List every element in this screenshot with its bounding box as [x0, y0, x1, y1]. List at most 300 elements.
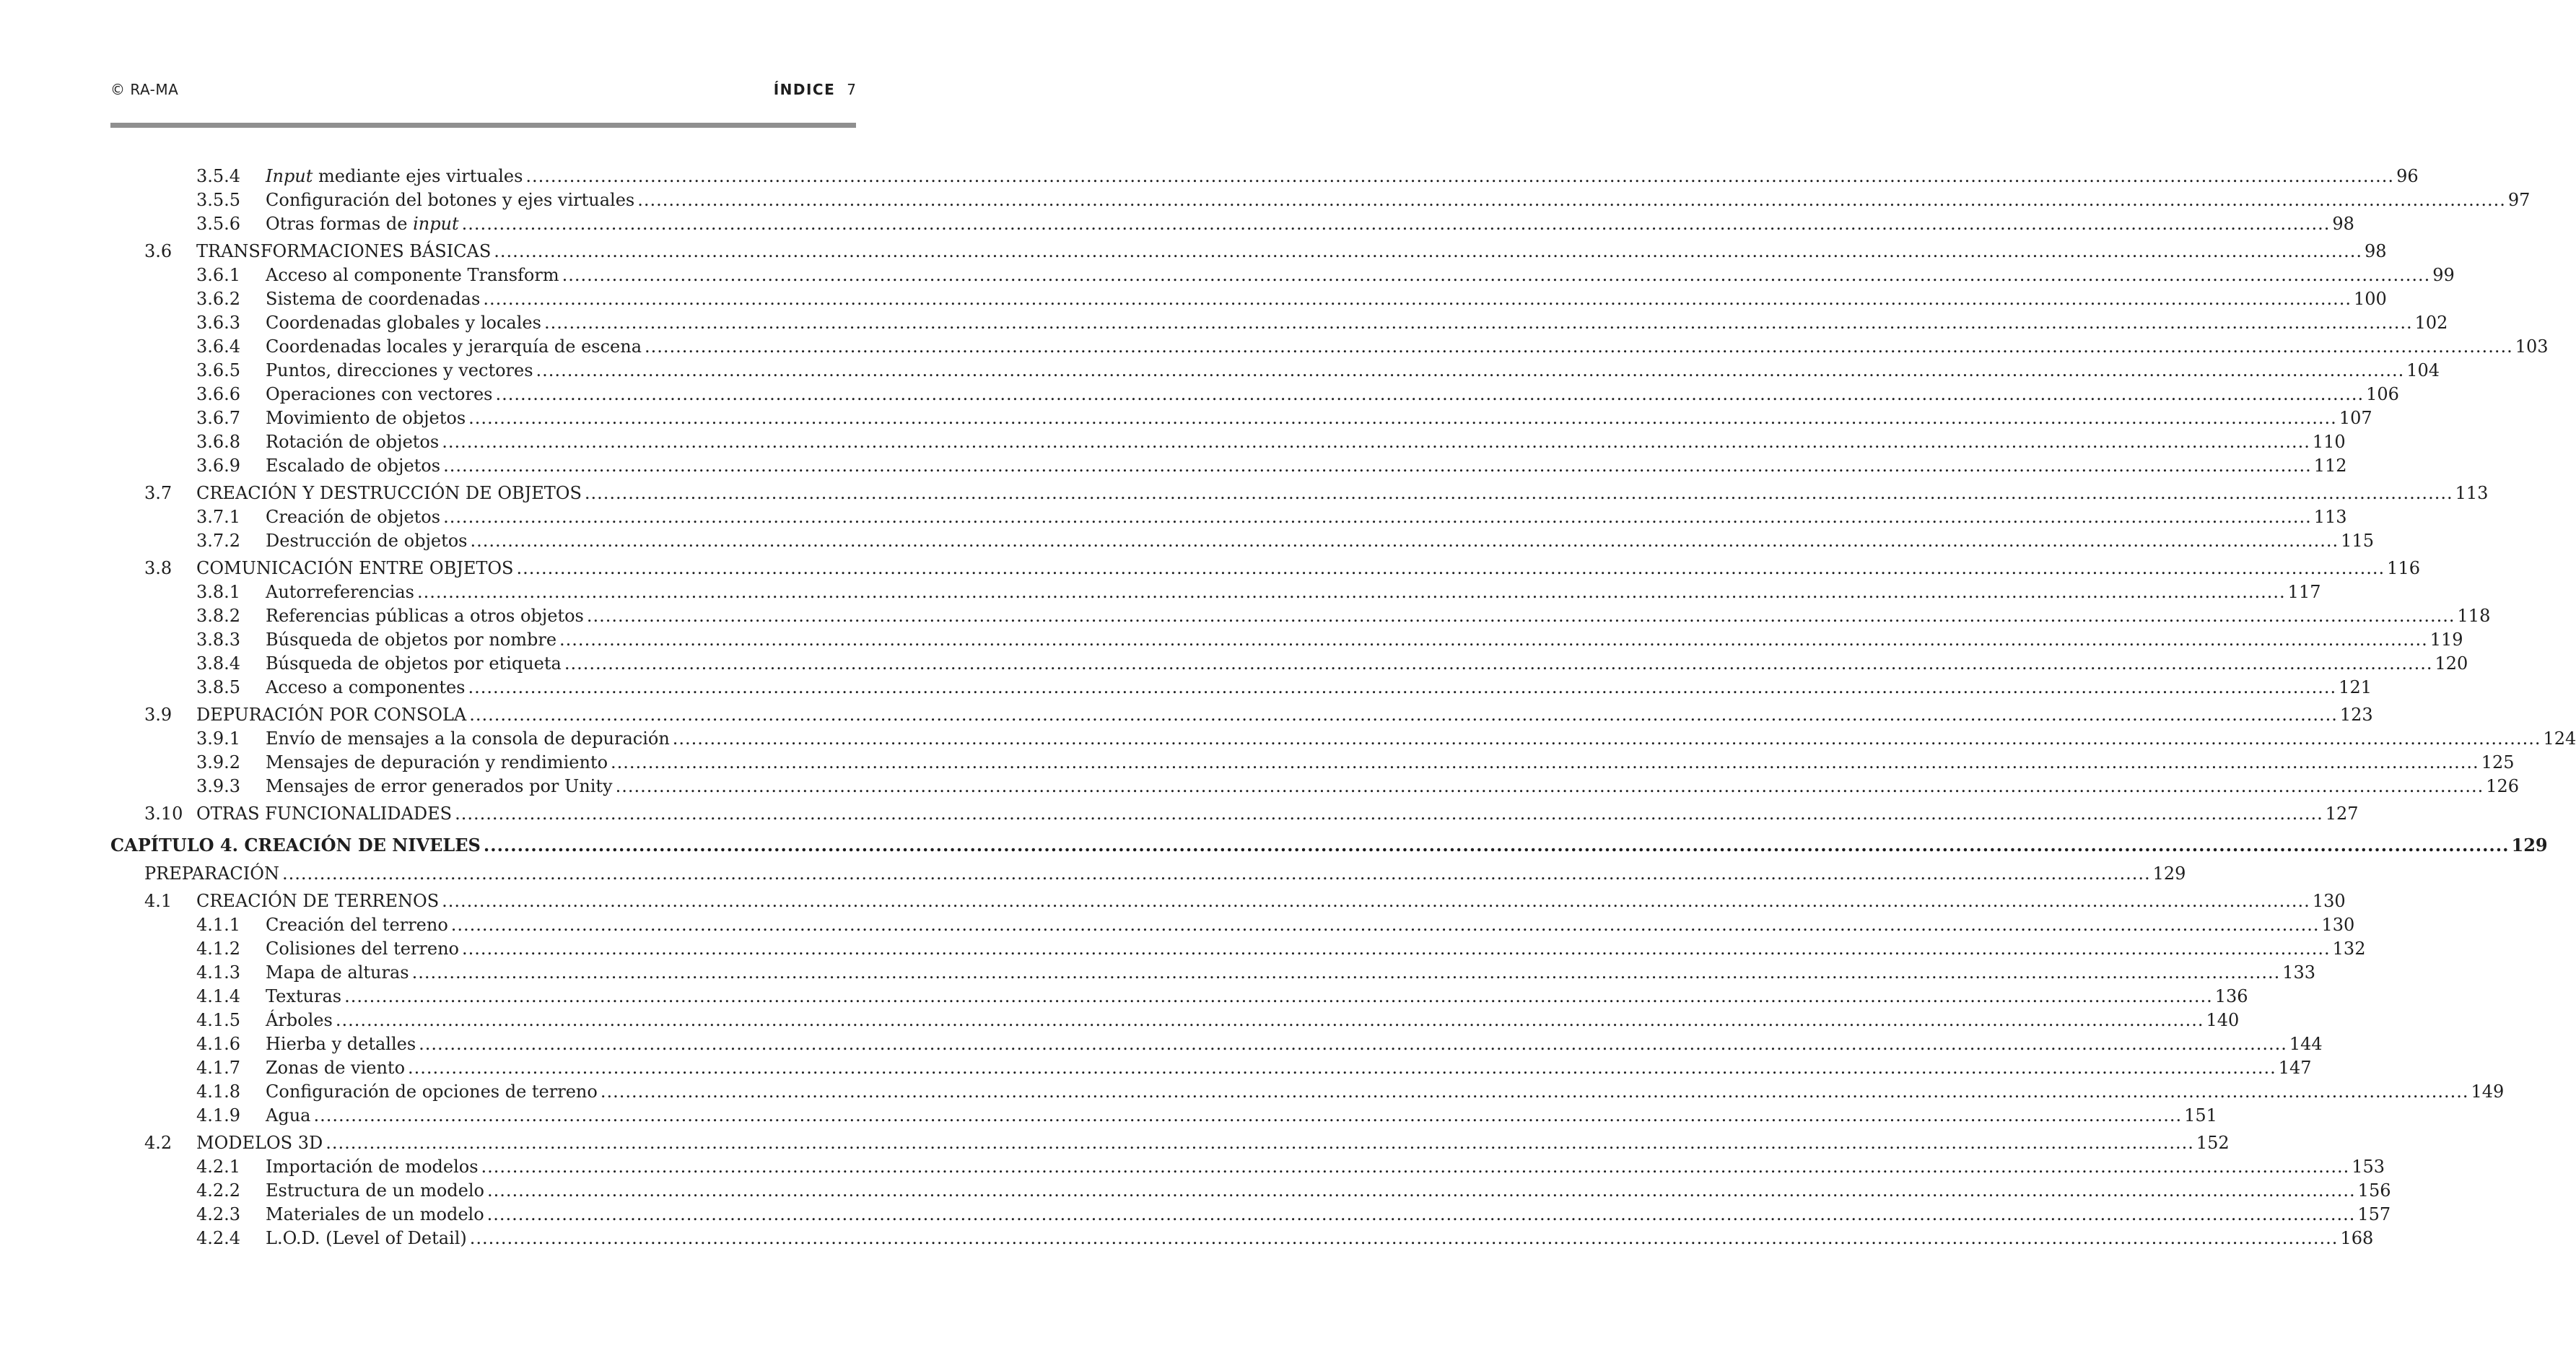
dot-leader: ............................................................................................................................................................................................................................................................................................................ — [455, 804, 2323, 824]
toc-entry-line — [266, 383, 2399, 406]
toc-entry-title — [266, 727, 673, 751]
toc-entry-line — [144, 862, 2186, 886]
dot-leader: ............................................................................................................................................................................................................................................................................................................ — [559, 630, 2428, 650]
toc-entry-line — [266, 1227, 2374, 1250]
toc-entry-page: 115 — [2339, 529, 2374, 553]
dot-leader: ............................................................................................................................................................................................................................................................................................................ — [672, 728, 2541, 749]
toc-entry — [110, 1056, 2312, 1080]
toc-entry-title — [266, 505, 443, 529]
toc-entry-title — [266, 406, 468, 430]
toc-entry — [110, 652, 2468, 676]
toc-entry-page: 125 — [2479, 751, 2515, 775]
toc-entry-line — [196, 557, 2420, 580]
toc-entry-page: 140 — [2204, 1009, 2239, 1032]
toc-entry-line — [266, 1080, 2505, 1104]
toc-entry-title — [266, 454, 443, 478]
toc-entry-line — [266, 1056, 2312, 1080]
toc-entry-title-text: Acceso al componente Transform — [266, 265, 559, 285]
toc-entry-number: 3.7 — [144, 483, 173, 503]
toc-entry-page: 157 — [2355, 1203, 2391, 1227]
dot-leader: ............................................................................................................................................................................................................................................................................................................ — [470, 531, 2339, 551]
toc-entry-line — [196, 1131, 2230, 1155]
toc-entry-line — [266, 913, 2355, 937]
toc-entry — [110, 165, 2419, 188]
toc-entry-number: 4.1.7 — [196, 1058, 241, 1078]
toc-entry-title — [266, 335, 645, 359]
toc-entry-title — [266, 165, 525, 188]
dot-leader: ............................................................................................................................................................................................................................................................................................................ — [611, 752, 2479, 772]
toc-entry — [110, 1104, 2217, 1128]
toc-entry-number: 4.1.6 — [196, 1034, 241, 1054]
page-header — [110, 78, 856, 104]
toc-entry-number: 3.6.5 — [196, 360, 241, 380]
toc-entry-line — [266, 751, 2515, 775]
dot-leader: ............................................................................................................................................................................................................................................................................................................ — [469, 1228, 2339, 1248]
toc-entry-page: 118 — [2455, 604, 2491, 628]
dot-leader: ............................................................................................................................................................................................................................................................................................................ — [486, 1204, 2356, 1224]
dot-leader: ............................................................................................................................................................................................................................................................................................................ — [516, 558, 2385, 578]
toc-entry — [110, 454, 2347, 478]
toc-entry — [110, 335, 2549, 359]
toc-entry-title-text: OTRAS FUNCIONALIDADES — [196, 804, 453, 824]
toc-entry-title-text: Mensajes de error generados por Unity — [266, 776, 613, 796]
toc-entry — [110, 1080, 2505, 1104]
toc-entry-title — [266, 676, 468, 700]
toc-entry-title-text: Árboles — [266, 1010, 333, 1030]
toc-entry-title-text: Sistema de coordenadas — [266, 289, 481, 309]
toc-entry — [110, 482, 2489, 505]
toc-entry-title-text: Búsqueda de objetos por etiqueta — [266, 653, 562, 674]
toc-entry-page: 98 — [2362, 240, 2387, 264]
toc-entry-title-text: PREPARACIÓN — [144, 863, 279, 884]
toc-entry-line — [266, 628, 2463, 652]
toc-entry-number: 3.9.2 — [196, 752, 241, 772]
toc-entry-number: 3.9 — [144, 705, 173, 725]
toc-entry-title-text: Destrucción de objetos — [266, 531, 468, 551]
toc-entry-page: 123 — [2338, 703, 2373, 727]
dot-leader: ............................................................................................................................................................................................................................................................................................................ — [469, 705, 2338, 725]
toc-entry-title-text: Operaciones con vectores — [266, 384, 493, 404]
toc-entry-number: 3.5.5 — [196, 190, 241, 210]
toc-entry-number: 3.5.6 — [196, 214, 241, 234]
toc-entry-page: 130 — [2319, 913, 2354, 937]
toc-entry-line — [266, 580, 2321, 604]
dot-leader: ............................................................................................................................................................................................................................................................................................................ — [483, 289, 2352, 309]
toc-entry-title-text: Envío de mensajes a la consola de depuración — [266, 728, 670, 749]
toc-entry-title-text: Otras formas de — [266, 214, 414, 234]
dot-leader: ............................................................................................................................................................................................................................................................................................................ — [586, 606, 2455, 626]
toc-entry-number: 3.6.7 — [196, 408, 241, 428]
toc-entry-title-text: L.O.D. (Level of Detail) — [266, 1228, 467, 1248]
toc-entry-page: 103 — [2513, 335, 2549, 359]
toc-entry-number: 4.2 — [144, 1133, 173, 1153]
dot-leader: ............................................................................................................................................................................................................................................................................................................ — [443, 507, 2312, 527]
dot-leader: ............................................................................................................................................................................................................................................................................................................ — [494, 241, 2362, 261]
toc-entry-number: 3.6.9 — [196, 456, 241, 476]
toc-entry-title-text: CREACIÓN DE TERRENOS — [196, 891, 440, 911]
toc-entry-number: 4.2.4 — [196, 1228, 241, 1248]
toc-entry-page: 120 — [2433, 652, 2468, 676]
toc-entry-number: 3.7.1 — [196, 507, 241, 527]
toc-entry-number: 3.6.2 — [196, 289, 241, 309]
toc-entry-number: 3.6.4 — [196, 336, 241, 357]
dot-leader: ............................................................................................................................................................................................................................................................................................................ — [344, 986, 2213, 1006]
toc-entry-line — [266, 188, 2531, 212]
toc-entry-line — [266, 1203, 2391, 1227]
toc-entry-page: 117 — [2286, 580, 2321, 604]
toc-entry-page: 147 — [2276, 1056, 2312, 1080]
toc-entry-number: 4.1.3 — [196, 962, 241, 983]
toc-entry — [110, 359, 2440, 383]
dot-leader: ............................................................................................................................................................................................................................................................................................................ — [417, 582, 2286, 602]
toc-entry-line — [266, 937, 2366, 961]
toc-entry-title-text: CREACIÓN Y DESTRUCCIÓN DE OBJETOS — [196, 483, 582, 503]
dot-leader: ............................................................................................................................................................................................................................................................................................................ — [461, 939, 2331, 959]
dot-leader: ............................................................................................................................................................................................................................................................................................................ — [281, 863, 2151, 884]
toc-entry-number: 4.2.2 — [196, 1180, 241, 1201]
toc-entry — [110, 775, 2520, 798]
toc-entry-page: 96 — [2394, 165, 2419, 188]
table-of-contents — [110, 165, 2576, 1250]
toc-entry — [110, 913, 2355, 937]
toc-entry-title — [266, 1155, 481, 1179]
toc-entry-number: 4.1.8 — [196, 1081, 241, 1102]
toc-entry-number: 3.8.3 — [196, 630, 241, 650]
toc-entry — [110, 240, 2387, 264]
toc-entry-number: 4.2.1 — [196, 1157, 241, 1177]
toc-entry-title-text: Búsqueda de objetos por nombre — [266, 630, 557, 650]
toc-entry-title-text: Creación del terreno — [266, 915, 448, 935]
dot-leader: ............................................................................................................................................................................................................................................................................................................ — [442, 891, 2310, 911]
dot-leader: ............................................................................................................................................................................................................................................................................................................ — [615, 776, 2484, 796]
toc-entry — [110, 1032, 2323, 1056]
toc-entry-number: 3.8.2 — [196, 606, 241, 626]
toc-entry — [110, 751, 2515, 775]
toc-entry — [110, 406, 2372, 430]
toc-entry-line — [266, 287, 2387, 311]
toc-entry-title-text: Configuración de opciones de terreno — [266, 1081, 598, 1102]
dot-leader: ............................................................................................................................................................................................................................................................................................................ — [637, 190, 2506, 210]
toc-entry-title — [196, 1131, 326, 1155]
toc-entry-number: 3.6.6 — [196, 384, 241, 404]
toc-entry — [110, 1131, 2230, 1155]
toc-entry-page: 156 — [2356, 1179, 2391, 1203]
toc-entry-line — [266, 212, 2354, 236]
toc-entry-page: 99 — [2430, 264, 2455, 287]
toc-entry-number: 3.8 — [144, 558, 173, 578]
toc-entry-title — [110, 832, 484, 858]
toc-entry-line — [266, 1009, 2240, 1032]
dot-leader: ............................................................................................................................................................................................................................................................................................................ — [326, 1133, 2194, 1153]
toc-entry-page: 112 — [2312, 454, 2347, 478]
dot-leader: ............................................................................................................................................................................................................................................................................................................ — [525, 166, 2395, 186]
toc-entry-page: 130 — [2310, 889, 2346, 913]
toc-entry-title — [266, 1227, 470, 1250]
toc-entry-page: 97 — [2506, 188, 2531, 212]
toc-entry-title — [196, 482, 585, 505]
toc-entry-line — [196, 802, 2359, 826]
toc-entry-title — [266, 961, 412, 985]
toc-entry-title-text: DEPURACIÓN POR CONSOLA — [196, 705, 467, 725]
toc-entry-number: 4.1 — [144, 891, 173, 911]
toc-entry-line — [266, 165, 2419, 188]
toc-entry-line — [196, 703, 2373, 727]
dot-leader: ............................................................................................................................................................................................................................................................................................................ — [442, 432, 2310, 452]
toc-entry-page: 126 — [2484, 775, 2519, 798]
toc-entry-title — [266, 1080, 601, 1104]
toc-entry-title — [266, 287, 483, 311]
toc-entry-title-text: Hierba y detalles — [266, 1034, 416, 1054]
toc-entry-page: 113 — [2453, 482, 2489, 505]
toc-entry-page: 153 — [2349, 1155, 2385, 1179]
toc-entry-title — [266, 359, 536, 383]
toc-entry-page: 106 — [2364, 383, 2399, 406]
toc-entry — [110, 1203, 2391, 1227]
toc-entry — [110, 188, 2531, 212]
toc-entry-title-text: Mensajes de depuración y rendimiento — [266, 752, 608, 772]
header-rule — [110, 123, 856, 128]
toc-entry-title — [266, 604, 587, 628]
toc-entry-title — [266, 652, 564, 676]
toc-entry-title-text: Creación de objetos — [266, 507, 441, 527]
toc-entry-title-text: COMUNICACIÓN ENTRE OBJETOS — [196, 558, 514, 578]
toc-entry-title-text: Rotación de objetos — [266, 432, 440, 452]
toc-entry-title-italic: Input — [266, 166, 313, 186]
toc-entry-title-text: Agua — [266, 1105, 311, 1126]
dot-leader: ............................................................................................................................................................................................................................................................................................................ — [461, 214, 2331, 234]
toc-entry-line — [266, 604, 2491, 628]
dot-leader: ............................................................................................................................................................................................................................................................................................................ — [335, 1010, 2204, 1030]
toc-entry-number: 3.7.2 — [196, 531, 241, 551]
dot-leader: ............................................................................................................................................................................................................................................................................................................ — [600, 1081, 2469, 1102]
toc-entry-number: 3.8.1 — [196, 582, 241, 602]
running-head-title: ÍNDICE — [773, 81, 836, 98]
toc-entry — [110, 529, 2374, 553]
toc-entry-page: 132 — [2331, 937, 2366, 961]
toc-entry — [110, 937, 2366, 961]
toc-entry-line — [196, 482, 2489, 505]
toc-entry-number: 4.1.5 — [196, 1010, 241, 1030]
toc-entry-title-text: Estructura de un modelo — [266, 1180, 484, 1201]
dot-leader: ............................................................................................................................................................................................................................................................................................................ — [468, 408, 2337, 428]
toc-entry-line — [266, 505, 2347, 529]
toc-entry — [110, 802, 2359, 826]
dot-leader: ............................................................................................................................................................................................................................................................................................................ — [584, 483, 2453, 503]
toc-entry-title — [266, 383, 495, 406]
toc-entry — [110, 383, 2399, 406]
toc-entry-page: 113 — [2312, 505, 2347, 529]
toc-entry-page: 116 — [2385, 557, 2420, 580]
toc-entry-title-text: Importación de modelos — [266, 1157, 479, 1177]
toc-entry-title — [196, 240, 494, 264]
toc-entry-title-text: Escalado de objetos — [266, 456, 441, 476]
toc-entry-page: 119 — [2428, 628, 2463, 652]
toc-entry-title — [196, 703, 469, 727]
toc-entry-title — [266, 1104, 313, 1128]
toc-entry-title — [266, 1032, 419, 1056]
toc-entry-number: 3.8.4 — [196, 653, 241, 674]
toc-entry-page: 100 — [2352, 287, 2387, 311]
toc-entry-number: 4.1.9 — [196, 1105, 241, 1126]
toc-entry — [110, 1009, 2240, 1032]
toc-entry-line — [266, 727, 2576, 751]
toc-entry-number: 3.6 — [144, 241, 173, 261]
toc-entry — [110, 889, 2346, 913]
toc-entry-page: 121 — [2336, 676, 2372, 700]
toc-entry — [110, 628, 2463, 652]
toc-entry-title-text: Referencias públicas a otros objetos — [266, 606, 584, 626]
toc-entry-title-text: Colisiones del terreno — [266, 939, 459, 959]
toc-entry-line — [266, 775, 2520, 798]
toc-entry-title-text: MODELOS 3D — [196, 1133, 323, 1153]
toc-entry-title — [266, 212, 462, 236]
toc-entry — [110, 287, 2387, 311]
toc-entry-title — [144, 862, 282, 886]
toc-entry-number: 3.10 — [144, 804, 183, 824]
toc-entry-number: 4.1.2 — [196, 939, 241, 959]
page-number: 7 — [847, 81, 856, 98]
toc-entry-page: 129 — [2510, 832, 2548, 858]
toc-entry-title — [266, 264, 562, 287]
dot-leader: ............................................................................................................................................................................................................................................................................................................ — [536, 360, 2405, 380]
toc-entry — [110, 1179, 2391, 1203]
toc-entry-title — [266, 529, 471, 553]
dot-leader: ............................................................................................................................................................................................................................................................................................................ — [495, 384, 2365, 404]
toc-entry-title-text: Movimiento de objetos — [266, 408, 466, 428]
toc-entry-title — [196, 557, 517, 580]
toc-entry-line — [266, 1032, 2323, 1056]
toc-entry-page: 133 — [2280, 961, 2315, 985]
toc-entry-title-text: Acceso a componentes — [266, 677, 466, 697]
toc-entry-line — [266, 676, 2372, 700]
dot-leader: ............................................................................................................................................................................................................................................................................................................ — [443, 456, 2312, 476]
toc-entry-title-text: Configuración del botones y ejes virtuales — [266, 190, 635, 210]
toc-entry — [110, 604, 2491, 628]
toc-entry-title-text: mediante ejes virtuales — [313, 166, 523, 186]
toc-entry-line — [266, 652, 2468, 676]
toc-entry-page: 98 — [2330, 212, 2354, 236]
toc-entry-page: 152 — [2194, 1131, 2230, 1155]
toc-entry-title-text: Puntos, direcciones y vectores — [266, 360, 533, 380]
toc-entry-page: 129 — [2151, 862, 2186, 886]
toc-entry-line — [266, 1155, 2385, 1179]
toc-entry-page: 144 — [2287, 1032, 2323, 1056]
toc-entry-line — [266, 1104, 2217, 1128]
toc-entry-title-text: TRANSFORMACIONES BÁSICAS — [196, 241, 492, 261]
toc-entry-page: 107 — [2337, 406, 2372, 430]
toc-entry-number: 3.6.3 — [196, 313, 241, 333]
toc-entry-page: 110 — [2310, 430, 2346, 454]
toc-entry — [110, 311, 2448, 335]
dot-leader: ............................................................................................................................................................................................................................................................................................................ — [487, 1180, 2356, 1201]
toc-entry-line — [196, 240, 2387, 264]
dot-leader: ............................................................................................................................................................................................................................................................................................................ — [411, 962, 2281, 983]
toc-entry — [110, 676, 2372, 700]
toc-entry — [110, 862, 2186, 886]
dot-leader: ............................................................................................................................................................................................................................................................................................................ — [450, 915, 2320, 935]
toc-entry — [110, 580, 2321, 604]
toc-entry-page: 104 — [2404, 359, 2440, 383]
toc-entry-title — [266, 1056, 408, 1080]
toc-entry-number: 4.1.4 — [196, 986, 241, 1006]
dot-leader: ............................................................................................................................................................................................................................................................................................................ — [468, 677, 2337, 697]
toc-entry-line — [266, 454, 2347, 478]
dot-leader: ............................................................................................................................................................................................................................................................................................................ — [419, 1034, 2287, 1054]
toc-entry-number: 3.9.1 — [196, 728, 241, 749]
toc-entry-title — [266, 1203, 487, 1227]
toc-entry-page: 102 — [2413, 311, 2448, 335]
toc-entry-number: 3.6.8 — [196, 432, 241, 452]
dot-leader: ............................................................................................................................................................................................................................................................................................................ — [645, 336, 2513, 357]
toc-entry-title-italic: input — [413, 214, 459, 234]
toc-entry — [110, 985, 2248, 1009]
toc-entry-line — [110, 832, 2548, 858]
toc-entry-title-text: Autorreferencias — [266, 582, 414, 602]
toc-entry-title — [266, 311, 544, 335]
toc-entry-title — [266, 188, 637, 212]
toc-entry — [110, 557, 2420, 580]
dot-leader: ............................................................................................................................................................................................................................................................................................................ — [483, 835, 2510, 856]
toc-entry-title — [266, 913, 451, 937]
toc-entry — [110, 961, 2316, 985]
toc-entry-page: 136 — [2213, 985, 2248, 1009]
toc-entry — [110, 505, 2347, 529]
toc-entry-title — [266, 628, 559, 652]
dot-leader: ............................................................................................................................................................................................................................................................................................................ — [313, 1105, 2183, 1126]
toc-entry-page: 124 — [2541, 727, 2576, 751]
toc-entry-line — [266, 311, 2448, 335]
toc-entry-line — [266, 406, 2372, 430]
toc-entry — [110, 1155, 2385, 1179]
toc-entry — [110, 430, 2346, 454]
toc-entry-line — [266, 264, 2455, 287]
toc-entry-title — [266, 985, 344, 1009]
toc-entry-line — [266, 961, 2316, 985]
toc-entry-line — [266, 529, 2374, 553]
dot-leader: ............................................................................................................................................................................................................................................................................................................ — [564, 653, 2433, 674]
toc-entry-page: 168 — [2338, 1227, 2373, 1250]
dot-leader: ............................................................................................................................................................................................................................................................................................................ — [562, 265, 2431, 285]
toc-entry-number: 4.2.3 — [196, 1204, 241, 1224]
toc-entry-line — [196, 889, 2346, 913]
toc-entry-line — [266, 1179, 2391, 1203]
toc-entry — [110, 832, 2548, 858]
toc-entry-title-text: Materiales de un modelo — [266, 1204, 484, 1224]
running-head — [774, 81, 856, 98]
toc-entry — [110, 212, 2354, 236]
dot-leader: ............................................................................................................................................................................................................................................................................................................ — [543, 313, 2413, 333]
toc-entry-title — [266, 937, 462, 961]
toc-entry-page: 127 — [2323, 802, 2359, 826]
toc-entry-title — [196, 889, 442, 913]
toc-entry-title-text: Coordenadas locales y jerarquía de escena — [266, 336, 642, 357]
toc-entry-number: 3.6.1 — [196, 265, 241, 285]
dot-leader: ............................................................................................................................................................................................................................................................................................................ — [408, 1058, 2276, 1078]
toc-entry — [110, 264, 2455, 287]
toc-entry-page: 149 — [2468, 1080, 2504, 1104]
toc-entry-number: 3.9.3 — [196, 776, 241, 796]
toc-entry-title-text: Texturas — [266, 986, 342, 1006]
toc-entry-title — [266, 1009, 336, 1032]
toc-entry-title — [266, 775, 616, 798]
toc-entry-title-text: Mapa de alturas — [266, 962, 409, 983]
toc-entry — [110, 1227, 2374, 1250]
dot-leader: ............................................................................................................................................................................................................................................................................................................ — [481, 1157, 2350, 1177]
toc-entry-page: 151 — [2182, 1104, 2217, 1128]
toc-entry-line — [266, 359, 2440, 383]
toc-entry-title-text: Coordenadas globales y locales — [266, 313, 541, 333]
toc-entry-line — [266, 335, 2549, 359]
